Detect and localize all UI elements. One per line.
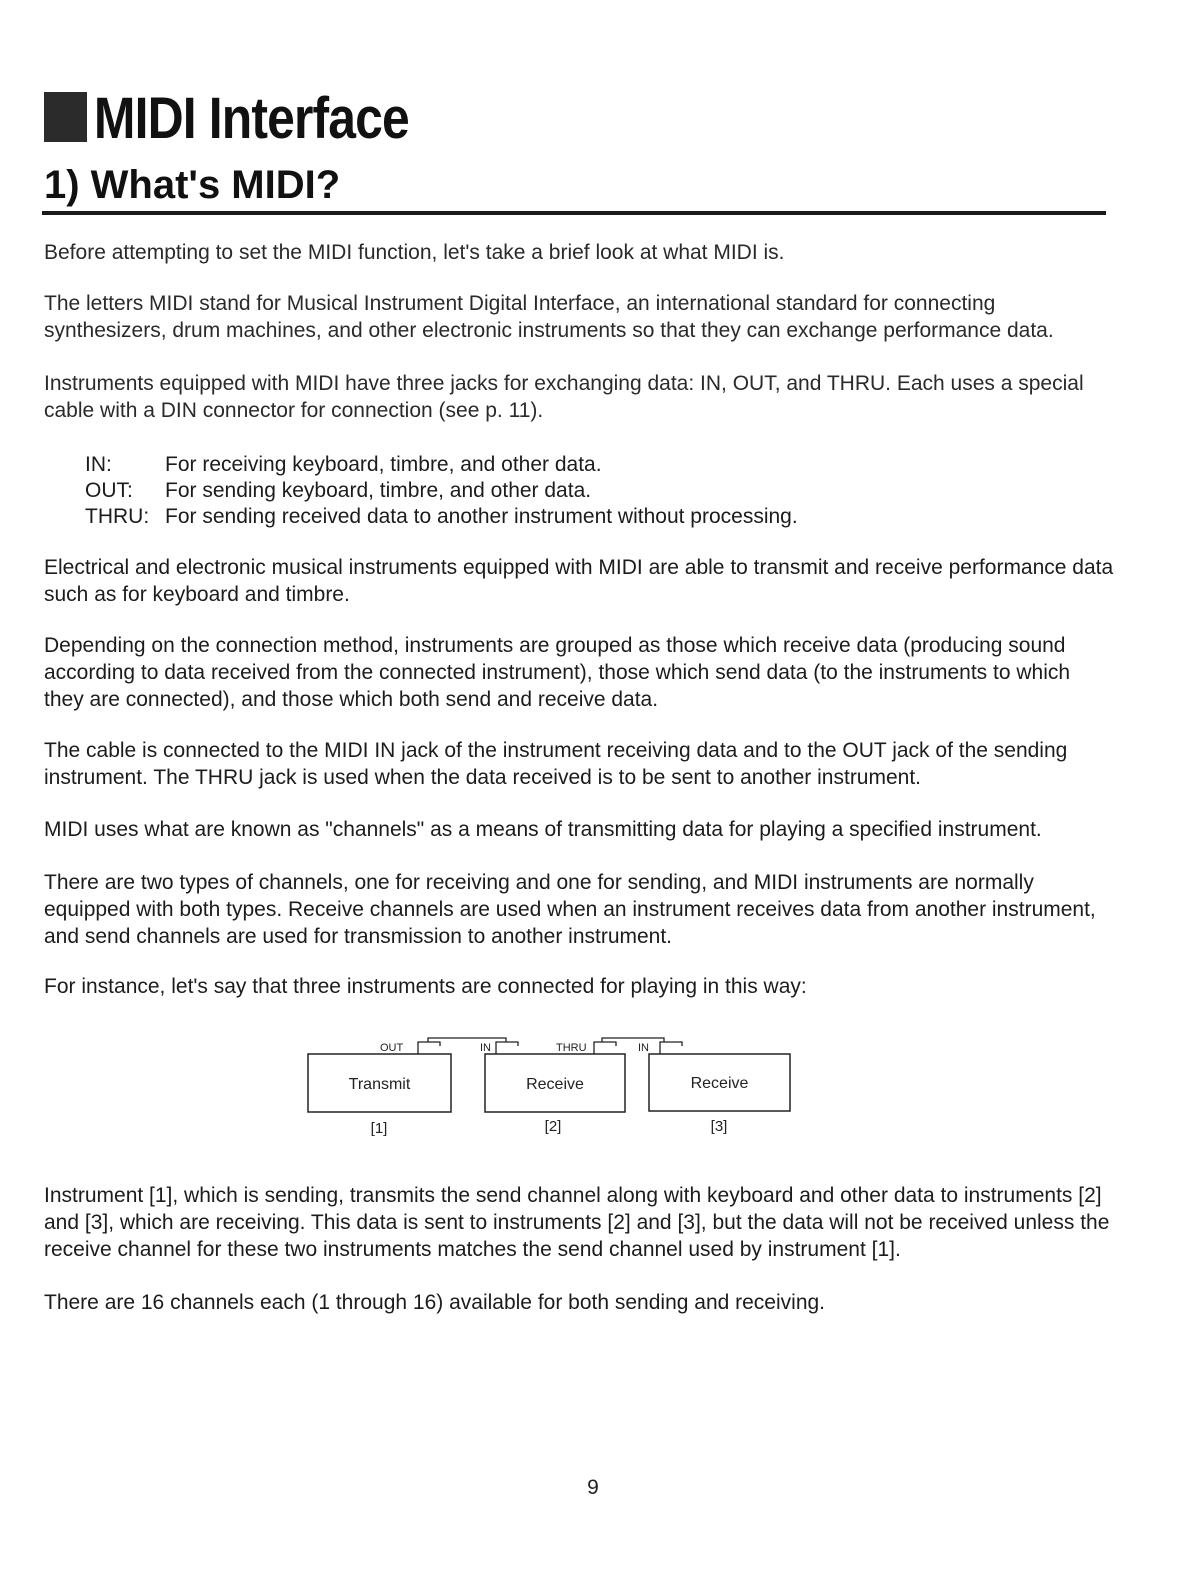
instrument-label-3: Receive — [690, 1075, 749, 1092]
instrument-label-1: Transmit — [348, 1076, 411, 1093]
jack-label-in-2: IN — [480, 1042, 491, 1054]
jack-term: THRU: — [85, 505, 150, 528]
paragraph-example: For instance, let's say that three instruments are connected for playing in this way: — [44, 975, 807, 998]
title-bullet-square — [44, 92, 87, 142]
page-number: 9 — [587, 1476, 599, 1499]
jack-term: OUT: — [85, 479, 133, 502]
jack-description: For sending keyboard, timbre, and other data. — [165, 479, 592, 502]
jack-definition-thru — [85, 504, 985, 530]
paragraph-intro: Before attempting to set the MIDI function, let's take a brief look at what MIDI is. — [44, 241, 785, 264]
paragraph-cable: The cable is connected to the MIDI IN jack of the instrument receiving data and to the OUT jack of the sending instrument. The THRU jack is used when the data received is to be sent to another instrument. — [44, 739, 1068, 789]
paragraph-connection-method: Depending on the connection method, instruments are grouped as those which receive data (producing sound according to data received from the connected instrument), those which send data (to the instruments to which they are connected), and those which both send and receive data. — [44, 634, 1071, 711]
jack-description: For receiving keyboard, timbre, and other data. — [165, 453, 602, 476]
jack-definition-in — [85, 452, 985, 478]
midi-diagram-svg — [300, 1028, 800, 1146]
midi-connection-diagram — [300, 1028, 800, 1146]
heading-divider — [42, 211, 1106, 215]
paragraph-midi-definition: The letters MIDI stand for Musical Instrument Digital Interface, an international standard for connecting synthesizers, drum machines, and other electronic instruments so that they can exchange performance data. — [44, 292, 1054, 342]
paragraph-transmit-receive: Electrical and electronic musical instruments equipped with MIDI are able to transmit and receive performance data such as for keyboard and timbre. — [44, 556, 1114, 606]
jack-in-3 — [660, 1042, 682, 1054]
instrument-number-2: [2] — [544, 1118, 562, 1135]
paragraph-jacks: Instruments equipped with MIDI have three jacks for exchanging data: IN, OUT, and THRU. Each uses a special cable with a DIN connector for connection (see p. 11). — [44, 372, 1084, 422]
instrument-label-2: Receive — [526, 1076, 584, 1093]
jack-definition-out — [85, 478, 985, 504]
instrument-number-3: [3] — [710, 1118, 728, 1135]
jack-out-1 — [418, 1042, 440, 1054]
paragraph-channels: MIDI uses what are known as "channels" as a means of transmitting data for playing a specified instrument. — [44, 818, 1042, 841]
jack-description: For sending received data to another instrument without processing. — [165, 505, 798, 528]
instrument-number-1: [1] — [370, 1120, 388, 1137]
jack-label-thru: THRU — [556, 1042, 587, 1054]
section-heading: 1) What's MIDI? — [44, 163, 341, 207]
jack-in-2 — [496, 1042, 518, 1054]
paragraph-instrument-explanation: Instrument [1], which is sending, transmits the send channel along with keyboard and other data to instruments [2] and [3], which are receiving. This data is sent to instruments [2] and [3], but the data will not be received unless the receive channel for these two instruments matches the send channel used by instrument [1]. — [44, 1184, 1110, 1261]
jack-term: IN: — [85, 453, 112, 476]
page-title — [44, 84, 409, 154]
jack-label-in-3: IN — [638, 1042, 649, 1054]
jack-label-out: OUT — [380, 1042, 404, 1054]
page-title-text: MIDI Interface — [93, 86, 409, 151]
jack-definition-list — [85, 452, 985, 530]
jack-thru-2 — [594, 1042, 616, 1054]
paragraph-channel-count: There are 16 channels each (1 through 16) available for both sending and receiving. — [44, 1291, 826, 1314]
paragraph-channel-types: There are two types of channels, one for receiving and one for sending, and MIDI instruments are normally equipped with both types. Receive channels are used when an instrument receives data from another instrument, and send channels are used for transmission to another instrument. — [44, 871, 1096, 948]
